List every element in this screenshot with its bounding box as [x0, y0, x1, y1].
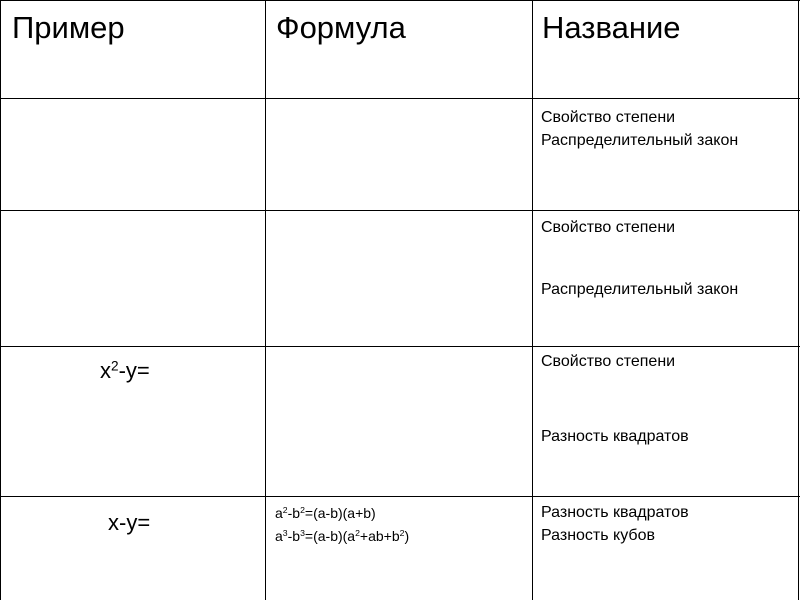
row-4-example [108, 512, 150, 534]
row-divider [0, 496, 800, 497]
header-name: Название [542, 10, 681, 45]
header-formula: Формула [276, 10, 406, 45]
formula-segment: +ab+b [359, 528, 400, 544]
name-text: Свойство степени [541, 109, 676, 126]
formula-exponent: 2 [355, 528, 360, 539]
formula-segment: =(a-b)(a+b) [304, 505, 376, 521]
name-text: Свойство степени [541, 353, 676, 370]
example-exponent: 2 [111, 358, 119, 374]
formula-segment: =(a-b)(a [304, 528, 356, 544]
header-example: Пример [12, 10, 125, 45]
row-4-formula-cell [275, 503, 409, 546]
example-rest: -y= [118, 358, 150, 383]
formula-exponent: 2 [282, 505, 288, 516]
formula-segment: -b [287, 528, 301, 544]
formula-segment: ) [404, 528, 410, 544]
name-text: Распределительный закон [541, 132, 739, 149]
row-3-name-cell [541, 352, 689, 447]
column-divider [265, 0, 266, 600]
name-text: Распределительный закон [541, 281, 739, 298]
example-base: x-y= [108, 510, 151, 535]
column-divider [532, 0, 533, 600]
row-divider [0, 0, 800, 1]
row-2-name-cell [541, 218, 738, 300]
formula-segment: a [275, 505, 283, 521]
formula-exponent: 3 [300, 528, 305, 539]
example-base: x [100, 358, 111, 383]
name-text: Разность квадратов [541, 428, 689, 445]
row-divider [0, 346, 800, 347]
row-1-name-cell [541, 108, 738, 151]
formula-text [275, 526, 409, 546]
formula-segment: -b [287, 505, 301, 521]
formula-text [275, 503, 409, 523]
name-text: Разность кубов [541, 527, 655, 544]
formula-exponent: 2 [399, 528, 405, 539]
formula-exponent: 2 [300, 505, 305, 516]
row-divider [0, 210, 800, 211]
formula-exponent: 3 [282, 528, 288, 539]
row-3-example [100, 360, 150, 382]
row-divider [0, 98, 800, 99]
column-divider [0, 0, 1, 600]
formula-segment: a [275, 528, 283, 544]
row-4-name-cell [541, 503, 689, 546]
name-text: Разность квадратов [541, 504, 689, 521]
column-divider [798, 0, 799, 600]
name-text: Свойство степени [541, 219, 676, 236]
